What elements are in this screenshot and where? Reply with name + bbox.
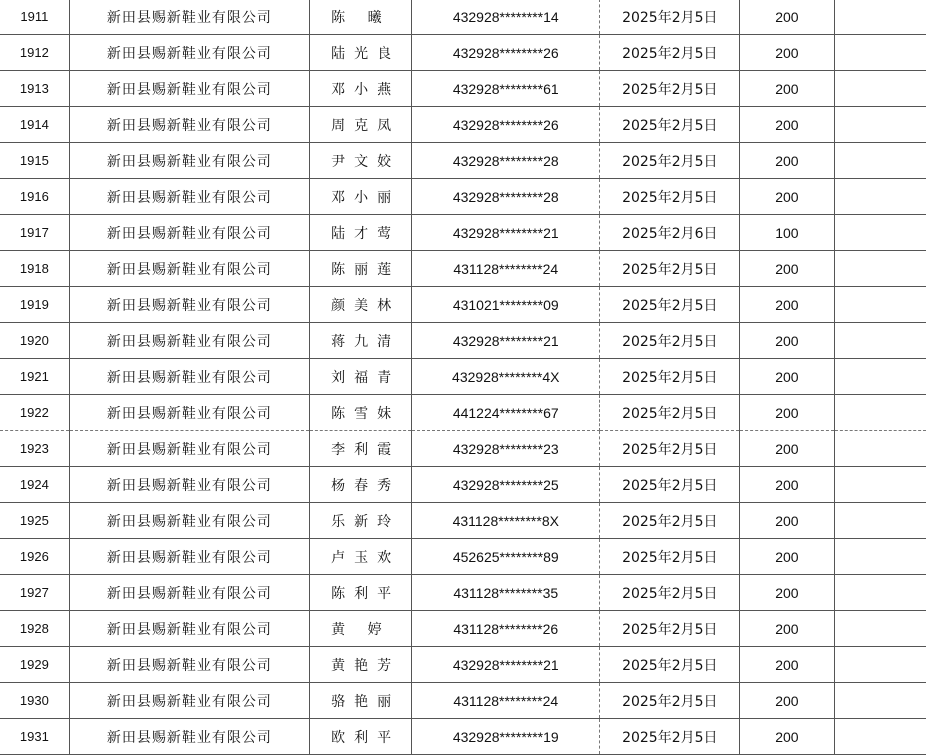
table-row: [0, 215, 926, 251]
amount-cell[interactable]: 200: [740, 683, 834, 719]
company-cell[interactable]: 新田县赐新鞋业有限公司: [69, 179, 309, 215]
table-row: [0, 467, 926, 503]
table-row: [0, 647, 926, 683]
id-number-cell[interactable]: 432928********21: [412, 647, 600, 683]
row-number-cell[interactable]: 1914: [0, 107, 69, 143]
name-cell[interactable]: 陆光良: [310, 35, 412, 71]
date-cell[interactable]: 2025年2月5日: [600, 359, 740, 395]
empty-cell[interactable]: [834, 179, 926, 215]
company-cell[interactable]: 新田县赐新鞋业有限公司: [69, 539, 309, 575]
id-number-cell[interactable]: 431128********24: [412, 683, 600, 719]
company-cell[interactable]: 新田县赐新鞋业有限公司: [69, 71, 309, 107]
table-row: [0, 575, 926, 611]
company-cell[interactable]: 新田县赐新鞋业有限公司: [69, 503, 309, 539]
empty-cell[interactable]: [834, 71, 926, 107]
amount-cell[interactable]: 100: [740, 215, 834, 251]
table-row: [0, 539, 926, 575]
amount-cell[interactable]: 200: [740, 287, 834, 323]
row-number-cell[interactable]: 1924: [0, 467, 69, 503]
name-cell[interactable]: 尹文姣: [310, 143, 412, 179]
id-number-cell[interactable]: 432928********28: [412, 143, 600, 179]
empty-cell[interactable]: [834, 251, 926, 287]
empty-cell[interactable]: [834, 323, 926, 359]
table-row: [0, 251, 926, 287]
date-cell[interactable]: 2025年2月5日: [600, 719, 740, 755]
name-cell[interactable]: 陈雪妹: [310, 395, 412, 431]
table-row: [0, 0, 926, 35]
amount-cell[interactable]: 200: [740, 395, 834, 431]
name-cell[interactable]: 欧利平: [310, 719, 412, 755]
table-row: [0, 683, 926, 719]
date-cell[interactable]: 2025年2月5日: [600, 251, 740, 287]
date-cell[interactable]: 2025年2月5日: [600, 35, 740, 71]
table-row: [0, 143, 926, 179]
id-number-cell[interactable]: 432928********61: [412, 71, 600, 107]
company-cell[interactable]: 新田县赐新鞋业有限公司: [69, 359, 309, 395]
row-number-cell[interactable]: 1925: [0, 503, 69, 539]
table-row: [0, 503, 926, 539]
empty-cell[interactable]: [834, 107, 926, 143]
row-number-cell[interactable]: 1918: [0, 251, 69, 287]
amount-cell[interactable]: 200: [740, 323, 834, 359]
empty-cell[interactable]: [834, 35, 926, 71]
empty-cell[interactable]: [834, 611, 926, 647]
row-number-cell[interactable]: 1931: [0, 719, 69, 755]
empty-cell[interactable]: [834, 0, 926, 35]
empty-cell[interactable]: [834, 575, 926, 611]
id-number-cell[interactable]: 452625********89: [412, 539, 600, 575]
row-number-cell[interactable]: 1922: [0, 395, 69, 431]
table-row: [0, 179, 926, 215]
date-cell[interactable]: 2025年2月5日: [600, 71, 740, 107]
amount-cell[interactable]: 200: [740, 611, 834, 647]
id-number-cell[interactable]: 432928********25: [412, 467, 600, 503]
table-row: [0, 323, 926, 359]
id-number-cell[interactable]: 432928********14: [412, 0, 600, 35]
row-number-cell[interactable]: 1917: [0, 215, 69, 251]
amount-cell[interactable]: 200: [740, 467, 834, 503]
empty-cell[interactable]: [834, 215, 926, 251]
company-cell[interactable]: 新田县赐新鞋业有限公司: [69, 35, 309, 71]
row-number-cell[interactable]: 1926: [0, 539, 69, 575]
company-cell[interactable]: 新田县赐新鞋业有限公司: [69, 215, 309, 251]
date-cell[interactable]: 2025年2月6日: [600, 215, 740, 251]
company-cell[interactable]: 新田县赐新鞋业有限公司: [69, 683, 309, 719]
name-cell[interactable]: 黄艳芳: [310, 647, 412, 683]
row-number-cell[interactable]: 1921: [0, 359, 69, 395]
name-cell[interactable]: 颜美林: [310, 287, 412, 323]
name-cell[interactable]: 周克凤: [310, 107, 412, 143]
row-number-cell[interactable]: 1915: [0, 143, 69, 179]
company-cell[interactable]: 新田县赐新鞋业有限公司: [69, 611, 309, 647]
date-cell[interactable]: 2025年2月5日: [600, 107, 740, 143]
date-cell[interactable]: 2025年2月5日: [600, 611, 740, 647]
date-cell[interactable]: 2025年2月5日: [600, 323, 740, 359]
id-number-cell[interactable]: 432928********23: [412, 431, 600, 467]
empty-cell[interactable]: [834, 539, 926, 575]
amount-cell[interactable]: 200: [740, 251, 834, 287]
table-row: [0, 395, 926, 431]
empty-cell[interactable]: [834, 467, 926, 503]
date-cell[interactable]: 2025年2月5日: [600, 575, 740, 611]
table-row: [0, 287, 926, 323]
empty-cell[interactable]: [834, 503, 926, 539]
id-number-cell[interactable]: 432928********26: [412, 107, 600, 143]
table-row: [0, 107, 926, 143]
empty-cell[interactable]: [834, 359, 926, 395]
company-cell[interactable]: 新田县赐新鞋业有限公司: [69, 107, 309, 143]
amount-cell[interactable]: 200: [740, 575, 834, 611]
amount-cell[interactable]: 200: [740, 0, 834, 35]
date-cell[interactable]: 2025年2月5日: [600, 431, 740, 467]
table-row: [0, 431, 926, 467]
id-number-cell[interactable]: 432928********4X: [412, 359, 600, 395]
amount-cell[interactable]: 200: [740, 719, 834, 755]
date-cell[interactable]: 2025年2月5日: [600, 287, 740, 323]
company-cell[interactable]: 新田县赐新鞋业有限公司: [69, 647, 309, 683]
name-cell[interactable]: 骆艳丽: [310, 683, 412, 719]
name-cell[interactable]: 李利霞: [310, 431, 412, 467]
date-cell[interactable]: 2025年2月5日: [600, 395, 740, 431]
id-number-cell[interactable]: 432928********26: [412, 35, 600, 71]
row-number-cell[interactable]: 1919: [0, 287, 69, 323]
name-cell[interactable]: 卢玉欢: [310, 539, 412, 575]
name-cell[interactable]: 陆才莺: [310, 215, 412, 251]
company-cell[interactable]: 新田县赐新鞋业有限公司: [69, 323, 309, 359]
table-row: [0, 359, 926, 395]
amount-cell[interactable]: 200: [740, 35, 834, 71]
company-cell[interactable]: 新田县赐新鞋业有限公司: [69, 0, 309, 35]
company-cell[interactable]: 新田县赐新鞋业有限公司: [69, 719, 309, 755]
name-cell[interactable]: 乐新玲: [310, 503, 412, 539]
empty-cell[interactable]: [834, 683, 926, 719]
date-cell[interactable]: 2025年2月5日: [600, 0, 740, 35]
row-number-cell[interactable]: 1927: [0, 575, 69, 611]
amount-cell[interactable]: 200: [740, 71, 834, 107]
name-cell[interactable]: 黄 婷: [310, 611, 412, 647]
company-cell[interactable]: 新田县赐新鞋业有限公司: [69, 431, 309, 467]
row-number-cell[interactable]: 1911: [0, 0, 69, 35]
date-cell[interactable]: 2025年2月5日: [600, 467, 740, 503]
name-cell[interactable]: 刘福青: [310, 359, 412, 395]
id-number-cell[interactable]: 431128********26: [412, 611, 600, 647]
amount-cell[interactable]: 200: [740, 143, 834, 179]
row-number-cell[interactable]: 1923: [0, 431, 69, 467]
row-number-cell[interactable]: 1930: [0, 683, 69, 719]
row-number-cell[interactable]: 1913: [0, 71, 69, 107]
amount-cell[interactable]: 200: [740, 539, 834, 575]
date-cell[interactable]: 2025年2月5日: [600, 683, 740, 719]
name-cell[interactable]: 陈 曦: [310, 0, 412, 35]
name-cell[interactable]: 杨春秀: [310, 467, 412, 503]
amount-cell[interactable]: 200: [740, 503, 834, 539]
empty-cell[interactable]: [834, 143, 926, 179]
table-row: [0, 71, 926, 107]
amount-cell[interactable]: 200: [740, 359, 834, 395]
id-number-cell[interactable]: 431128********24: [412, 251, 600, 287]
amount-cell[interactable]: 200: [740, 431, 834, 467]
date-cell[interactable]: 2025年2月5日: [600, 179, 740, 215]
id-number-cell[interactable]: 432928********21: [412, 323, 600, 359]
row-number-cell[interactable]: 1929: [0, 647, 69, 683]
date-cell[interactable]: 2025年2月5日: [600, 503, 740, 539]
date-cell[interactable]: 2025年2月5日: [600, 143, 740, 179]
id-number-cell[interactable]: 441224********67: [412, 395, 600, 431]
row-number-cell[interactable]: 1920: [0, 323, 69, 359]
table-row: [0, 35, 926, 71]
company-cell[interactable]: 新田县赐新鞋业有限公司: [69, 251, 309, 287]
table-row: [0, 611, 926, 647]
name-cell[interactable]: 邓小燕: [310, 71, 412, 107]
row-number-cell[interactable]: 1928: [0, 611, 69, 647]
name-cell[interactable]: 蒋九清: [310, 323, 412, 359]
id-number-cell[interactable]: 431128********8X: [412, 503, 600, 539]
company-cell[interactable]: 新田县赐新鞋业有限公司: [69, 467, 309, 503]
row-number-cell[interactable]: 1912: [0, 35, 69, 71]
empty-cell[interactable]: [834, 287, 926, 323]
id-number-cell[interactable]: 431021********09: [412, 287, 600, 323]
id-number-cell[interactable]: 432928********28: [412, 179, 600, 215]
table-row: [0, 719, 926, 755]
row-number-cell[interactable]: 1916: [0, 179, 69, 215]
date-cell[interactable]: 2025年2月5日: [600, 647, 740, 683]
empty-cell[interactable]: [834, 647, 926, 683]
company-cell[interactable]: 新田县赐新鞋业有限公司: [69, 143, 309, 179]
amount-cell[interactable]: 200: [740, 647, 834, 683]
amount-cell[interactable]: 200: [740, 179, 834, 215]
company-cell[interactable]: 新田县赐新鞋业有限公司: [69, 287, 309, 323]
company-cell[interactable]: 新田县赐新鞋业有限公司: [69, 395, 309, 431]
id-number-cell[interactable]: 432928********21: [412, 215, 600, 251]
empty-cell[interactable]: [834, 431, 926, 467]
name-cell[interactable]: 陈丽莲: [310, 251, 412, 287]
empty-cell[interactable]: [834, 719, 926, 755]
company-cell[interactable]: 新田县赐新鞋业有限公司: [69, 575, 309, 611]
id-number-cell[interactable]: 432928********19: [412, 719, 600, 755]
id-number-cell[interactable]: 431128********35: [412, 575, 600, 611]
amount-cell[interactable]: 200: [740, 107, 834, 143]
name-cell[interactable]: 邓小丽: [310, 179, 412, 215]
name-cell[interactable]: 陈利平: [310, 575, 412, 611]
date-cell[interactable]: 2025年2月5日: [600, 539, 740, 575]
empty-cell[interactable]: [834, 395, 926, 431]
